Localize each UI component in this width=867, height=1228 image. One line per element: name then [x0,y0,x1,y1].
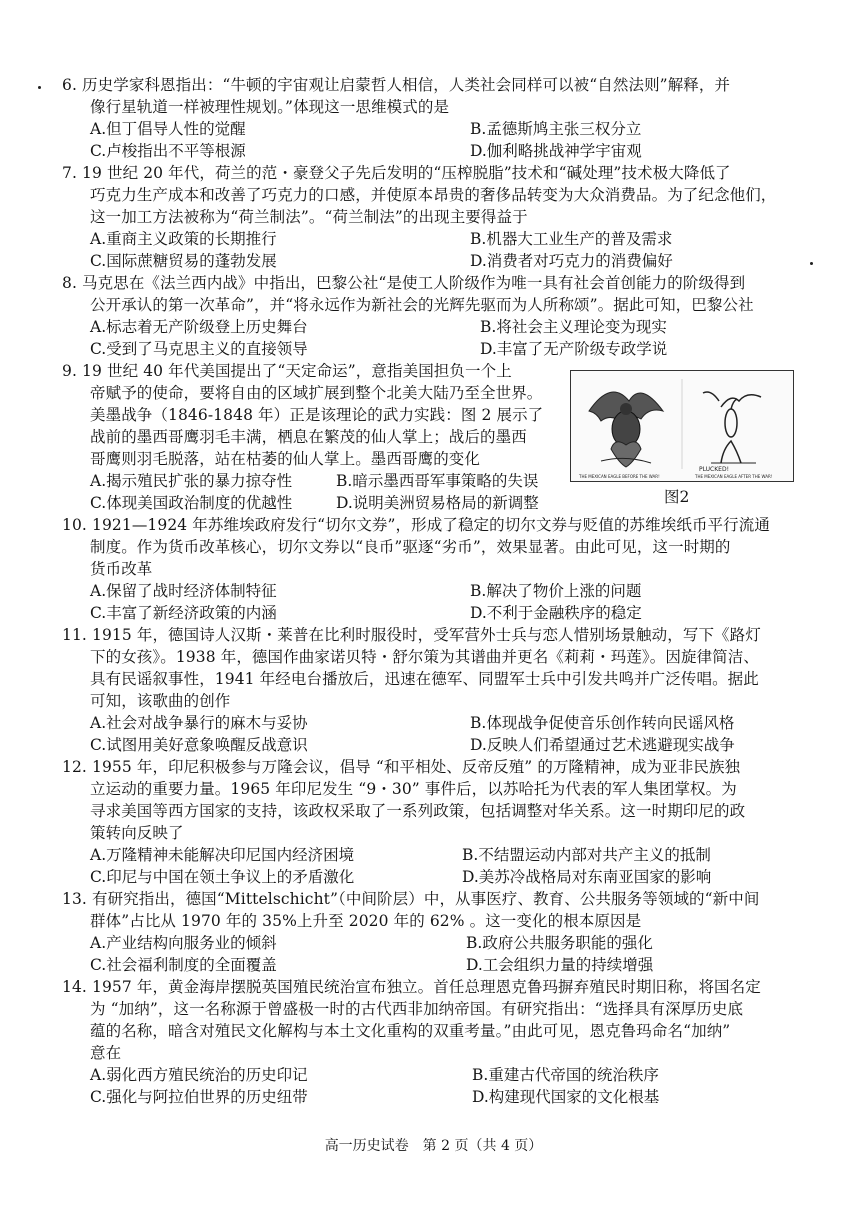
option-b[interactable]: B.不结盟运动内部对共产主义的抵制 [462,846,711,864]
question-text-line: 寻求美国等西方国家的支持，该政权采取了一系列政策，包括调整对华关系。这一时期印尼的政 [90,802,746,820]
option-c[interactable]: C.卢梭指出不平等根源 [90,142,246,160]
question-text-line: 11. 1915 年，德国诗人汉斯・莱普在比利时服役时，受军营外士兵与恋人惜别场景触动，写下《路灯 [62,626,761,644]
option-b[interactable]: B.机器大工业生产的普及需求 [470,230,673,248]
eagle-cartoon-image [571,371,793,481]
option-d[interactable]: D.美苏冷战格局对东南亚国家的影响 [462,868,712,886]
plucked-label: PLUCKED! [699,466,729,473]
option-b[interactable]: B.将社会主义理论变为现实 [480,318,667,336]
option-b[interactable]: B.体现战争促使音乐创作转向民谣风格 [470,714,735,732]
question-text-line: 像行星轨道一样被理性规划。”体现这一思维模式的是 [90,98,450,116]
figure-2-eagle-cartoon [570,370,794,482]
option-d[interactable]: D.丰富了无产阶级专政学说 [480,340,668,358]
option-d[interactable]: D.工会组织力量的持续增强 [466,956,654,974]
question-text-line: 10. 1921—1924 年苏维埃政府发行“切尔文券”，形成了稳定的切尔文券与贬值的苏维埃纸币平行流通 [62,516,770,534]
scan-speck [38,86,41,89]
scan-speck [810,262,813,265]
question-text-line: 14. 1957 年，黄金海岸摆脱英国殖民统治宣布独立。首任总理恩克鲁玛摒弃殖民时期旧称，将国名定 [62,978,761,996]
option-a[interactable]: A.保留了战时经济体制特征 [90,582,277,600]
option-b[interactable]: B.解决了物价上涨的问题 [470,582,642,600]
question-text-line: 13. 有研究指出，德国“Mittelschicht”（中间阶层）中，从事医疗、教育、公共服务等领域的“新中间 [62,890,760,908]
left-subtitle: THE MEXICAN EAGLE BEFORE THE WAR! [579,474,660,479]
option-c[interactable]: C.试图用美好意象唤醒反战意识 [90,736,308,754]
question-text-line: 策转向反映了 [90,824,184,842]
question-text-line: 哥鹰则羽毛脱落，站在枯萎的仙人掌上。墨西哥鹰的变化 [90,450,481,468]
question-text-line: 为 “加纳”，这一名称源于曾盛极一时的古代西非加纳帝国。有研究指出：“选择具有深厚历史底 [90,1000,744,1018]
option-c[interactable]: C.丰富了新经济政策的内涵 [90,604,277,622]
question-text-line: 蕴的名称，暗含对殖民文化解构与本土文化重构的双重考量。”由此可见，恩克鲁玛命名“加纳” [90,1022,731,1040]
option-c[interactable]: C.社会福利制度的全面覆盖 [90,956,277,974]
question-text-line: 帝赋予的使命，要将自由的区域扩展到整个北美大陆乃至全世界。 [90,384,543,402]
question-text-line: 战前的墨西哥鹰羽毛丰满，栖息在繁茂的仙人掌上；战后的墨西 [90,428,527,446]
option-c[interactable]: C.受到了马克思主义的直接领导 [90,340,308,358]
right-subtitle: THE MEXICAN EAGLE AFTER THE WAR! [695,474,773,479]
option-b[interactable]: B.暗示墨西哥军事策略的失误 [336,472,539,490]
question-text-line: 8. 马克思在《法兰西内战》中指出，巴黎公社“是使工人阶级作为唯一具有社会首创能力的阶级得到 [62,274,746,292]
option-a[interactable]: A.重商主义政策的长期推行 [90,230,277,248]
option-c[interactable]: C.印尼与中国在领土争议上的矛盾激化 [90,868,355,886]
option-a[interactable]: A.社会对战争暴行的麻木与妥协 [90,714,308,732]
page-footer: 高一历史试卷 第 2 页（共 4 页） [324,1138,543,1154]
option-b[interactable]: B.政府公共服务职能的强化 [466,934,653,952]
question-text-line: 立运动的重要力量。1965 年印尼发生 “9・30” 事件后，以苏哈托为代表的军人集团掌权。为 [90,780,737,798]
option-a[interactable]: A.弱化西方殖民统治的历史印记 [90,1066,308,1084]
option-a[interactable]: A.揭示殖民扩张的暴力掠夺性 [90,472,293,490]
option-d[interactable]: D.构建现代国家的文化根基 [472,1088,660,1106]
figure-caption: 图2 [664,488,690,506]
question-text-line: 这一加工方法被称为“荷兰制法”。“荷兰制法”的出现主要得益于 [90,208,528,226]
question-text-line: 意在 [90,1044,122,1062]
option-d[interactable]: D.伽利略挑战神学宇宙观 [470,142,642,160]
question-text-line: 具有民谣叙事性，1941 年经电台播放后，迅速在德军、同盟军士兵中引发共鸣并广泛传唱。据此 [90,670,759,688]
option-c[interactable]: C.国际蔗糖贸易的蓬勃发展 [90,252,277,270]
question-text-line: 12. 1955 年，印尼积极参与万隆会议，倡导 “和平相处、反帝反殖” 的万隆精神，成为亚非民族独 [62,758,741,776]
question-text-line: 7. 19 世纪 20 年代，荷兰的范・豪登父子先后发明的“压榨脱脂”技术和“碱处理”技术极大降低了 [62,164,731,182]
option-d[interactable]: D.消费者对巧克力的消费偏好 [470,252,673,270]
feathered-eagle-drawing [589,392,663,467]
option-a[interactable]: A.产业结构向服务业的倾斜 [90,934,277,952]
plucked-eagle-drawing [703,392,761,463]
question-text-line: 9. 19 世纪 40 年代美国提出了“天定命运”，意指美国担负一个上 [62,362,512,380]
question-text-line: 美墨战争（1846-1848 年）正是该理论的武力实践：图 2 展示了 [90,406,544,424]
question-text-line: 群体”占比从 1970 年的 35%上升至 2020 年的 62% 。这一变化的根本原因是 [90,912,642,930]
option-a[interactable]: A.但丁倡导人性的觉醒 [90,120,246,138]
question-text-line: 可知，该歌曲的创作 [90,692,231,710]
option-a[interactable]: A.万隆精神未能解决印尼国内经济困境 [90,846,355,864]
option-b[interactable]: B.重建古代帝国的统治秩序 [472,1066,659,1084]
question-text-line: 货币改革 [90,560,153,578]
option-d[interactable]: D.反映人们希望通过艺术逃避现实战争 [470,736,735,754]
question-text-line: 6. 历史学家科恩指出：“牛顿的宇宙观让启蒙哲人相信，人类社会同样可以被“自然法则”解释，并 [62,76,731,94]
option-c[interactable]: C.体现美国政治制度的优越性 [90,494,293,512]
option-d[interactable]: D.说明美洲贸易格局的新调整 [336,494,539,512]
option-d[interactable]: D.不利于金融秩序的稳定 [470,604,642,622]
question-text-line: 下的女孩》。1938 年，德国作曲家诺贝特・舒尔策为其谱曲并更名《莉莉・玛莲》。因旋律简洁、 [90,648,759,666]
option-b[interactable]: B.孟德斯鸠主张三权分立 [470,120,642,138]
question-text-line: 巧克力生产成本和改善了巧克力的口感，并使原本昂贵的奢侈品转变为大众消费品。为了纪念他们， [90,186,777,204]
question-text-line: 制度。作为货币改革核心，切尔文券以“良币”驱逐“劣币”，效果显著。由此可见，这一时期的 [90,538,731,556]
option-a[interactable]: A.标志着无产阶级登上历史舞台 [90,318,308,336]
option-c[interactable]: C.强化与阿拉伯世界的历史纽带 [90,1088,308,1106]
question-text-line: 公开承认的第一次革命”，并“将永远作为新社会的光辉先驱而为人所称颂”。据此可知，巴黎公社 [90,296,754,314]
